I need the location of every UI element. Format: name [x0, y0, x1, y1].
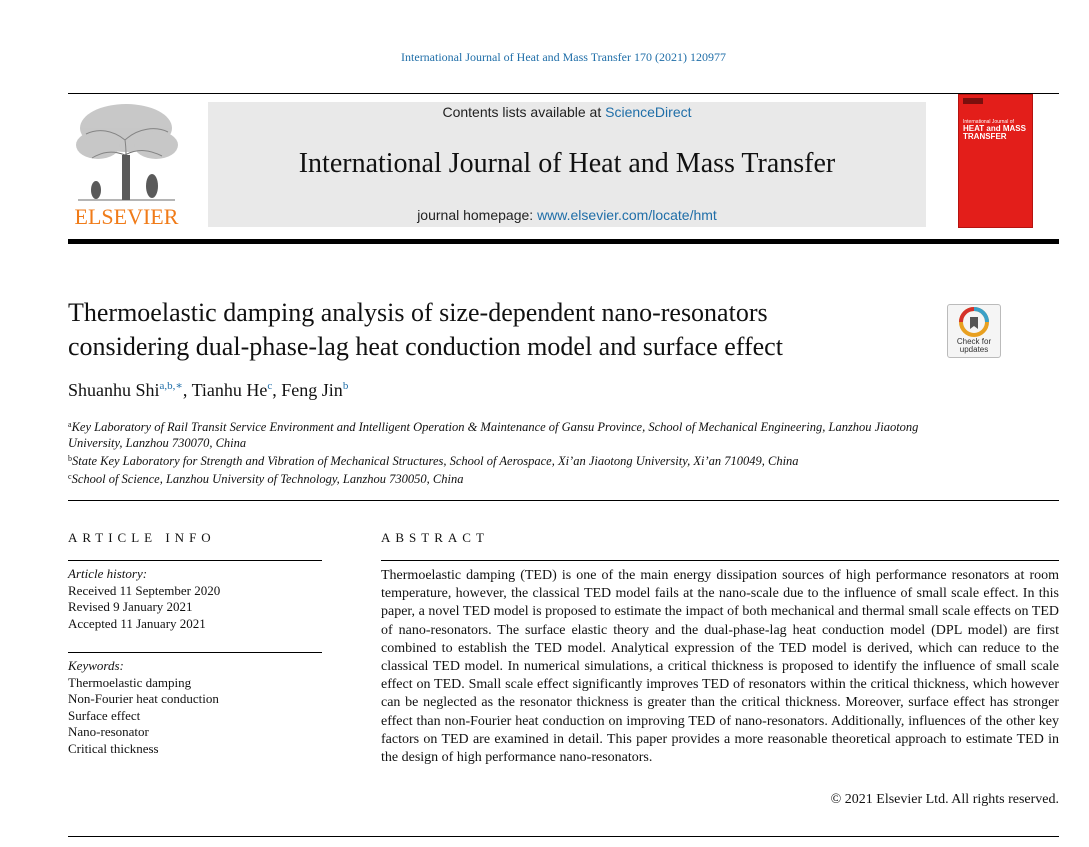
journal-homepage: [208, 207, 926, 223]
keyword-item[interactable]: Critical thickness: [68, 740, 159, 756]
abstract-text: Thermoelastic damping (TED) is one of the main energy dissipation sources of high performance resonators at room temperature, however, the classical TED model fails at the nano-scale due to the influence of small scale effect. In this paper, a novel TED model is proposed to estimate the impact of both mechanical and thermal small scale effects on TED of nano-resonators. The surface elastic theory and the dual-phase-lag heat conduction model (DPL model) are first combined to establish the TED model. Analytical expression of the TED model is derived, which can reduce to the classical TED model. In numerical simulations, a critical thickness is proposed to identify the influence of small scale effect on TED. Small scale effect significantly improves TED of resonators within the critical thickness, which however can be neglected as the resonator thickness is greater than the critical thickness. Moreover, surface effect has stronger effect than non-Fourier heat conduction on improving TED of nano-resonators. Additionally, influences of the other key factors on TED are examined in detail. This paper provides a more reasonable theoretical approach to estimate TED in the design of high performance nano-resonators.: [381, 568, 1059, 766]
keywords-rule: [68, 652, 322, 653]
history-label: Article history:: [68, 566, 148, 581]
affiliation-text: Key Laboratory of Rail Transit Service Environment and Intelligent Operation & Maintenance of Gansu Province, School of Mechanical Engineering, Lanzhou Jiaotong University, Lanzhou 730070, China: [68, 420, 919, 450]
affiliation-list: [68, 417, 948, 487]
homepage-prefix: journal homepage:: [417, 207, 538, 223]
check-for-updates-button[interactable]: [947, 304, 1001, 358]
cover-title: HEAT and MASS TRANSFER: [963, 124, 1026, 141]
affiliation-item: [68, 469, 948, 487]
check-updates-icon: [948, 305, 1000, 339]
keywords: [68, 658, 219, 757]
article-history: [68, 566, 220, 632]
keyword-item[interactable]: Thermoelastic damping: [68, 674, 192, 690]
article-info-heading: ARTICLE INFO: [68, 530, 216, 545]
journal-title[interactable]: International Journal of Heat and Mass Transfer: [298, 148, 836, 179]
copyright-notice: © 2021 Elsevier Ltd. All rights reserved.: [830, 792, 1059, 807]
sciencedirect-link[interactable]: ScienceDirect: [605, 104, 692, 120]
masthead-rule: [68, 239, 1059, 244]
author-affiliation-marker[interactable]: c: [267, 380, 273, 392]
journal-citation[interactable]: International Journal of Heat and Mass Transfer 170 (2021) 120977: [401, 50, 726, 64]
affiliation-text: School of Science, Lanzhou University of Technology, Lanzhou 730050, China: [71, 472, 464, 486]
affiliation-text: State Key Laboratory for Strength and Vibration of Mechanical Structures, School of Aerospace, Xi’an Jiaotong University, Xi’an 710049, China: [72, 454, 799, 468]
keyword-item[interactable]: Non-Fourier heat conduction: [68, 691, 219, 706]
homepage-link[interactable]: www.elsevier.com/locate/hmt: [537, 207, 717, 223]
keyword-item[interactable]: Nano-resonator: [68, 724, 149, 739]
check-updates-line-2: updates: [959, 345, 989, 354]
keyword-item[interactable]: Surface effect: [68, 707, 141, 723]
history-item: Received 11 September 2020: [68, 582, 221, 598]
article-info-rule: [68, 560, 322, 561]
author-affiliation-marker[interactable]: b: [342, 380, 349, 392]
section-rule: [68, 500, 1059, 501]
affiliation-marker: c: [68, 472, 72, 481]
keywords-label: Keywords:: [68, 658, 124, 673]
author-name[interactable]: Tianhu He: [191, 380, 268, 400]
footer-rule: [68, 836, 1059, 837]
check-updates-label: [948, 338, 1000, 354]
history-item: Revised 9 January 2021: [68, 599, 193, 614]
article-title-line-2: considering dual-phase-lag heat conduction model and surface effect: [68, 332, 783, 361]
affiliation-marker: b: [68, 454, 72, 463]
header-rule: [68, 93, 1059, 94]
article-title-line-1: Thermoelastic damping analysis of size-dependent nano-resonators: [68, 298, 768, 327]
history-item: Accepted 11 January 2021: [68, 615, 206, 631]
elsevier-tree-icon: [68, 100, 185, 204]
abstract-rule: [381, 560, 1059, 561]
elsevier-logo[interactable]: [68, 100, 185, 230]
contents-prefix: Contents lists available at: [442, 104, 606, 120]
journal-cover-thumbnail[interactable]: [958, 94, 1033, 228]
journal-masthead: [208, 102, 926, 227]
affiliation-marker: a: [68, 420, 72, 429]
contents-availability: [208, 104, 926, 120]
affiliation-item: [68, 451, 948, 469]
affiliation-item: [68, 417, 948, 451]
author-affiliation-marker[interactable]: a,b,∗: [159, 380, 183, 392]
author-list: Shuanhu Shi$^{a,b,∗}$, Tianhu He$^c$, Feng Jin$^b$: [68, 380, 349, 400]
check-updates-line-1: Check for: [956, 337, 992, 346]
cover-logo-mark: [963, 98, 983, 104]
abstract-heading: ABSTRACT: [381, 530, 489, 545]
article-title: [68, 296, 948, 364]
elsevier-wordmark: ELSEVIER: [74, 204, 179, 229]
author-name[interactable]: Shuanhu Shi: [68, 380, 160, 400]
cover-subtitle: International Journal of: [963, 119, 1014, 125]
author-name[interactable]: Feng Jin: [281, 380, 343, 400]
